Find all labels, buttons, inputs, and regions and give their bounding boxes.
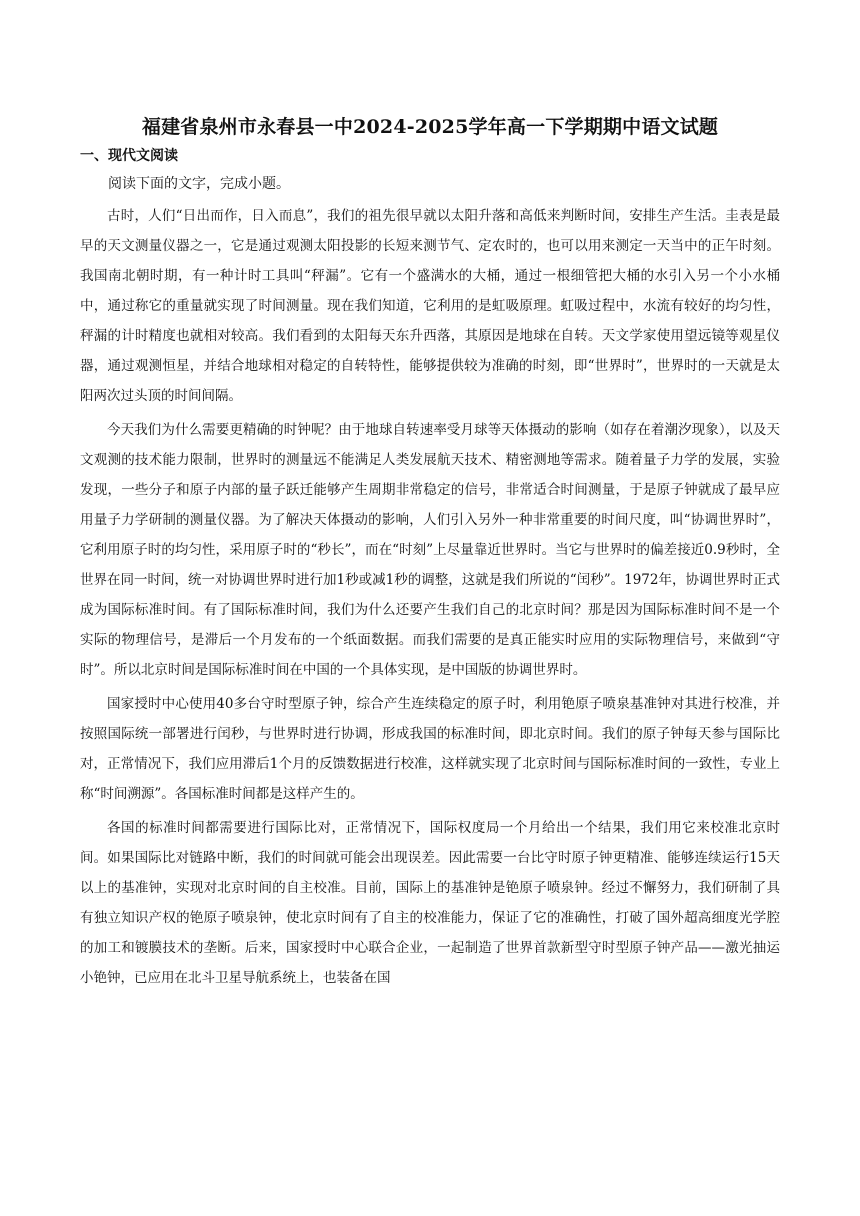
document-title: 福建省泉州市永春县一中2024-2025学年高一下学期期中语文试题 bbox=[141, 116, 719, 138]
paragraph-3: 国家授时中心使用40多台守时型原子钟，综合产生连续稳定的原子时，利用铯原子喷泉基准钟对其进行校准，并按照国际统一部署进行闰秒，与世界时进行协调，形成我国的标准时间，即北京时间。我们的原子钟每天参与国际比对，正常情况下，我们应用滞后1个月的反馈数据进行校准，这样就实现了北京时间与国际标准时间的一致性，专业上称“时间溯源”。各国标准时间都是这样产生的。 bbox=[80, 696, 780, 802]
section-heading: 一、现代文阅读 bbox=[80, 148, 178, 164]
paragraph-2: 今天我们为什么需要更精确的时钟呢？由于地球自转速率受月球等天体摄动的影响（如存在着潮汐现象），以及天文观测的技术能力限制，世界时的测量远不能满足人类发展航天技术、精密测地等需求。随着量子力学的发展，实验发现，一些分子和原子内部的量子跃迁能够产生周期非常稳定的信号，非常适合时间测量，于是原子钟就成了最早应用量子力学研制的测量仪器。为了解决天体摄动的影响，人们引入另外一种非常重要的时间尺度，叫“协调世界时”，它利用原子时的均匀性，采用原子时的“秒长”，而在“时刻”上尽量靠近世界时。当它与世界时的偏差接近0.9秒时，全世界在同一时间，统一对协调世界时进行加1秒或减1秒的调整，这就是我们所说的“闰秒”。1972年，协调世界时正式成为国际标准时间。有了国际标准时间，我们为什么还要产生我们自己的北京时间？那是因为国际标准时间不是一个实际的物理信号，是滞后一个月发布的一个纸面数据。而我们需要的是真正能实时应用的实际物理信号，来做到“守时”。所以北京时间是国际标准时间在中国的一个具体实现，是中国版的协调世界时。 bbox=[80, 422, 780, 678]
reading-instruction: 阅读下面的文字，完成小题。 bbox=[108, 176, 290, 192]
paragraph-1: 古时，人们“日出而作，日入而息”，我们的祖先很早就以太阳升落和高低来判断时间，安排生产生活。圭表是最早的天文测量仪器之一，它是通过观测太阳投影的长短来测节气、定农时的，也可以用来测定一天当中的正午时刻。我国南北朝时期，有一种计时工具叫“秤漏”。它有一个盛满水的大桶，通过一根细管把大桶的水引入另一个小水桶中，通过称它的重量就实现了时间测量。现在我们知道，它利用的是虹吸原理。虹吸过程中，水流有较好的均匀性，秤漏的计时精度也就相对较高。我们看到的太阳每天东升西落，其原因是地球在自转。天文学家使用望远镜等观星仪器，通过观测恒星，并结合地球相对稳定的自转特性，能够提供较为准确的时刻，即“世界时”，世界时的一天就是太阳两次过头顶的时间间隔。 bbox=[80, 208, 780, 404]
document-page bbox=[80, 112, 780, 997]
paragraph-4: 各国的标准时间都需要进行国际比对，正常情况下，国际权度局一个月给出一个结果，我们用它来校准北京时间。如果国际比对链路中断，我们的时间就可能会出现误差。因此需要一台比守时原子钟更精准、能够连续运行15天以上的基准钟，实现对北京时间的自主校准。目前，国际上的基准钟是铯原子喷泉钟。经过不懈努力，我们研制了具有独立知识产权的铯原子喷泉钟，使北京时间有了自主的校准能力，保证了它的准确性，打破了国外超高细度光学腔的加工和镀膜技术的垄断。后来，国家授时中心联合企业，一起制造了世界首款新型守时型原子钟产品——激光抽运小铯钟，已应用在北斗卫星导航系统上，也装备在国 bbox=[80, 820, 780, 986]
